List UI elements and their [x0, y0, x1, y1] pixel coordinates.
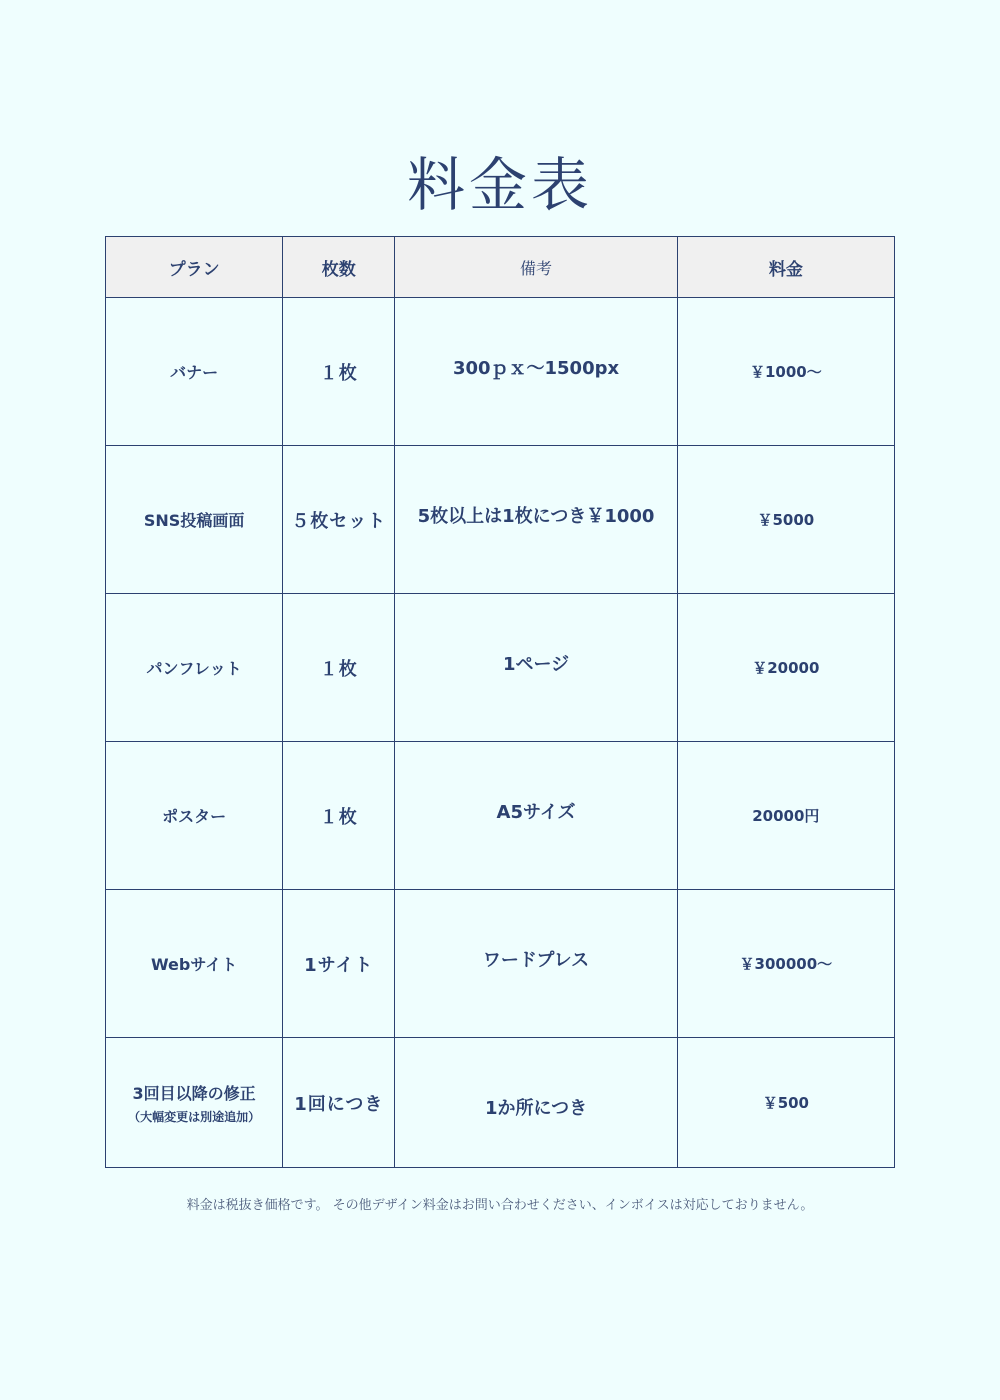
plan-cell: Webサイト — [106, 890, 283, 1038]
table-row — [106, 1038, 895, 1168]
page-title: 料金表 — [406, 151, 593, 219]
remarks-text: 1か所につき — [484, 1098, 588, 1119]
table-row — [106, 446, 895, 594]
header-plan: プラン — [106, 237, 283, 298]
remarks-cell — [395, 742, 677, 890]
plan-cell: ポスター — [106, 742, 283, 890]
price-cell: ￥1000〜 — [677, 298, 894, 446]
header-remarks: 備考 — [395, 237, 677, 298]
quantity-cell: １枚 — [283, 298, 395, 446]
table-row — [106, 594, 895, 742]
quantity-cell: ５枚セット — [283, 446, 395, 594]
table-row — [106, 298, 895, 446]
plan-cell: パンフレット — [106, 594, 283, 742]
remarks-cell — [395, 594, 677, 742]
plan-label: 3回目以降の修正 — [132, 1083, 256, 1103]
quantity-cell: 1サイト — [283, 890, 395, 1038]
remarks-cell — [395, 1038, 677, 1168]
table-header-row — [106, 237, 895, 298]
remarks-cell — [395, 446, 677, 594]
remarks-text: 5枚以上は1枚につき￥1000 — [417, 506, 655, 527]
remarks-cell — [395, 298, 677, 446]
price-cell: ￥300000〜 — [677, 890, 894, 1038]
remarks-text: A5サイズ — [496, 802, 576, 823]
plan-cell — [106, 1038, 283, 1168]
remarks-cell — [395, 890, 677, 1038]
remarks-text: 1ページ — [502, 654, 570, 675]
plan-note: （大幅変更は別途追加） — [128, 1109, 261, 1124]
table-row — [106, 890, 895, 1038]
header-price: 料金 — [677, 237, 894, 298]
price-cell: 20000円 — [677, 742, 894, 890]
price-table — [105, 236, 895, 1168]
quantity-cell: １枚 — [283, 742, 395, 890]
plan-cell: SNS投稿画面 — [106, 446, 283, 594]
quantity-cell: １枚 — [283, 594, 395, 742]
remarks-text: 300ｐｘ〜1500px — [452, 358, 620, 379]
price-cell: ￥5000 — [677, 446, 894, 594]
header-quantity: 枚数 — [283, 237, 395, 298]
quantity-cell: 1回につき — [283, 1038, 395, 1168]
table-row — [106, 742, 895, 890]
plan-cell: バナー — [106, 298, 283, 446]
price-cell: ￥500 — [677, 1038, 894, 1168]
price-cell: ￥20000 — [677, 594, 894, 742]
remarks-text: ワードプレス — [482, 950, 590, 971]
footer-note: 料金は税抜き価格です。 その他デザイン料金はお問い合わせください、インボイスは対応しておりません。 — [186, 1198, 814, 1213]
